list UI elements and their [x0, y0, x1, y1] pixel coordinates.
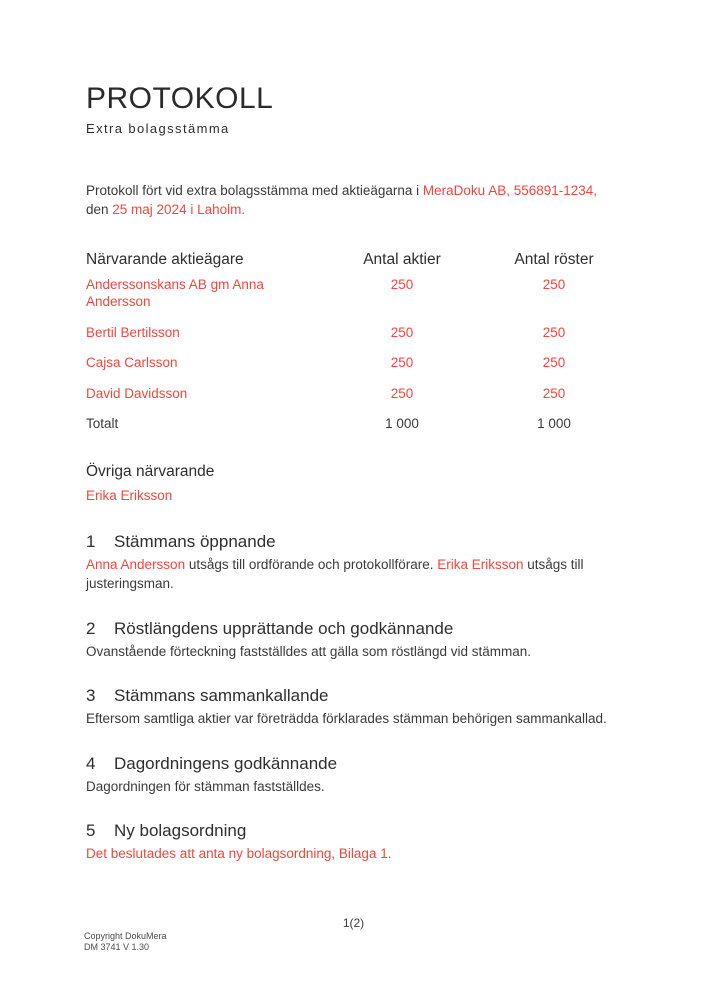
section-body [86, 844, 621, 864]
section-title: Ny bolagsordning [114, 821, 247, 840]
section-body [86, 709, 621, 729]
text-segment: MeraDoku AB, 556891-1234, [422, 183, 598, 198]
section-body [86, 642, 621, 662]
section-number: 5 [86, 821, 96, 840]
text-segment: Eftersom samtliga aktier var företrädda förklarades stämman behörigen sammankallad. [86, 711, 607, 726]
table-row [86, 317, 626, 348]
text-segment: Anna Andersson [86, 556, 186, 572]
intro-paragraph [86, 181, 621, 219]
vote-count: 250 [542, 385, 566, 401]
attendee-name: Anderssonskans AB gm Anna Andersson [86, 277, 264, 309]
share-count: 250 [390, 385, 414, 401]
page-number: 1(2) [342, 916, 365, 930]
document-title: PROTOKOLL [86, 82, 274, 115]
section-body [86, 777, 621, 797]
section-title: Röstlängdens upprättande och godkännande [114, 618, 454, 638]
text-segment: Erika Eriksson [437, 556, 524, 572]
column-header-shares: Antal aktier [363, 251, 441, 268]
section-title: Stämmans öppnande [114, 531, 276, 551]
section-heading [86, 820, 621, 842]
text-segment: Ovanstående förteckning fastställdes att gälla som röstlängd vid stämman. [86, 643, 531, 659]
section-number: 1 [86, 531, 96, 551]
text-segment: den [86, 202, 113, 217]
attendee-name: Totalt [86, 416, 119, 431]
text-segment: Protokoll fört vid extra bolagsstämma med aktieägarna i [86, 183, 423, 198]
copyright-line: Copyright DokuMera [84, 931, 167, 941]
vote-count: 250 [542, 324, 566, 340]
section-title: Dagordningens godkännande [114, 753, 338, 773]
share-count: 250 [390, 355, 414, 370]
attendee-name: David Davidsson [86, 385, 188, 401]
column-header-attendees: Närvarande aktieägare [86, 251, 244, 268]
attendees-table-header [86, 251, 626, 269]
vote-count: 250 [542, 277, 566, 292]
others-present [86, 462, 621, 504]
text-segment: 25 maj 2024 i Laholm. [112, 202, 246, 217]
text-segment: utsågs till ordförande och protokollförare. [185, 556, 438, 572]
section-body [86, 555, 621, 594]
section-number: 4 [86, 753, 96, 773]
share-count: 1 000 [385, 416, 419, 431]
table-row [86, 408, 626, 439]
other-present-name: Erika Eriksson [86, 487, 173, 503]
section-heading [86, 531, 621, 553]
section [86, 753, 621, 797]
text-segment: Det beslutades att anta ny bolagsordning, Bilaga 1. [86, 846, 392, 861]
text-segment: utsågs till justeringsman. [86, 556, 584, 591]
share-count: 250 [390, 324, 414, 340]
section [86, 820, 621, 864]
table-row [86, 347, 626, 378]
others-present-names [86, 487, 621, 504]
document-subtitle: Extra bolagsstämma [86, 121, 230, 136]
attendee-name: Cajsa Carlsson [86, 355, 178, 370]
attendee-name: Bertil Bertilsson [86, 324, 180, 340]
vote-count: 1 000 [537, 416, 571, 431]
section-number: 2 [86, 618, 96, 638]
section [86, 531, 621, 594]
section [86, 685, 621, 729]
section-heading [86, 685, 621, 707]
attendees-table [86, 251, 626, 439]
table-row [86, 269, 626, 317]
section-heading [86, 618, 621, 640]
share-count: 250 [390, 277, 414, 292]
section-number: 3 [86, 686, 96, 705]
table-row [86, 378, 626, 409]
section-heading [86, 753, 621, 775]
attendees-table-body [86, 269, 626, 439]
column-header-votes: Antal röster [514, 251, 594, 268]
others-present-heading: Övriga närvarande [86, 462, 215, 480]
vote-count: 250 [542, 355, 566, 370]
document-id-line: DM 3741 V 1.30 [84, 942, 150, 952]
sections [86, 531, 621, 864]
section [86, 618, 621, 662]
text-segment: Dagordningen för stämman fastställdes. [86, 778, 325, 794]
section-title: Stämmans sammankallande [114, 686, 329, 705]
footer-copyright [84, 931, 167, 953]
